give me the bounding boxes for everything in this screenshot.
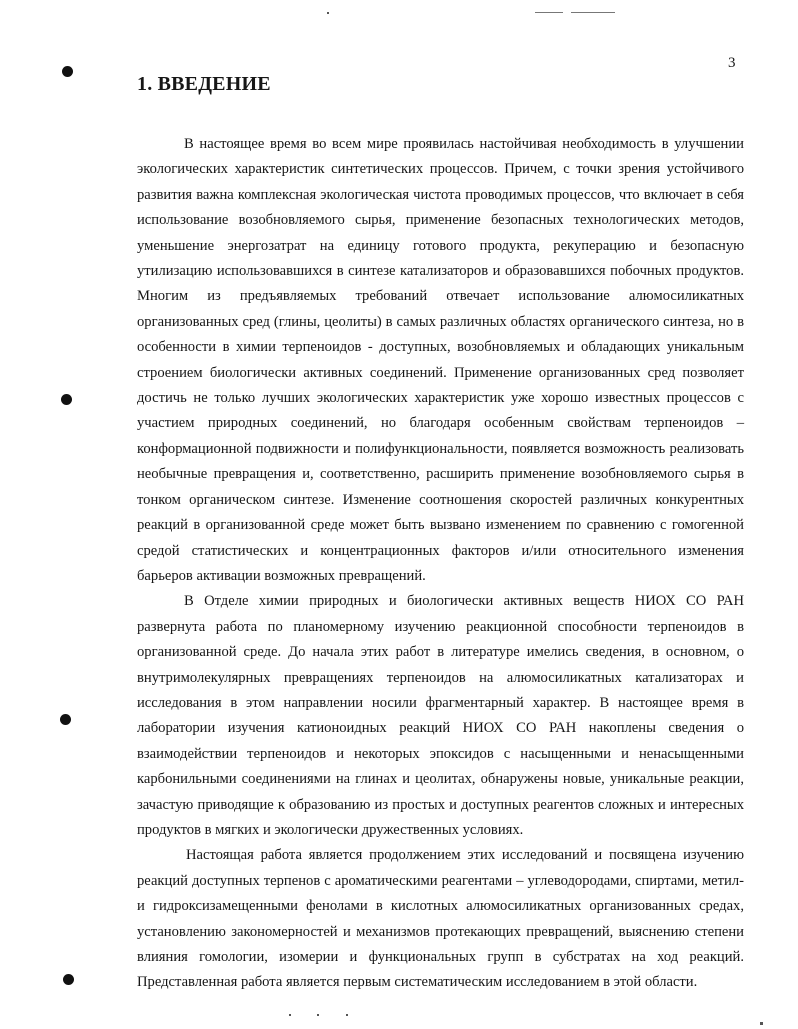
body-text <box>137 132 744 996</box>
scan-speck <box>317 1014 319 1016</box>
scan-speck <box>346 1014 348 1016</box>
punch-hole-mark <box>60 714 71 725</box>
punch-hole-mark <box>62 66 73 77</box>
scan-speck <box>289 1014 291 1016</box>
scan-speck <box>327 12 329 14</box>
punch-hole-mark <box>63 974 74 985</box>
section-heading: 1. ВВЕДЕНИЕ <box>137 73 271 95</box>
paragraph-2: В Отделе химии природных и биологически активных веществ НИОХ СО РАН развернута работа по планомерному изучению реакционной способности терпеноидов в организованной среде. До начала этих работ в литературе имелись сведения, в основном, о внутримолекулярных превращениях терпеноидов на алюмосиликатных катализаторах и исследования в этом направлении носили фрагментарный характер. В настоящее время в лаборатории изучения катионоидных реакций НИОХ СО РАН накоплены сведения о взаимодействии терпеноидов и некоторых эпоксидов с насыщенными и ненасыщенными карбонильными соединениями на глинах и цеолитах, обнаружены новые, уникальные реакции, зачастую приводящие к образованию из простых и доступных реагентов сложных и интересных продуктов в мягких и экологически дружественных условиях. <box>137 593 744 838</box>
scan-speck <box>760 1022 763 1025</box>
paragraph-3: Настоящая работа является продолжением этих исследований и посвящена изучению реакций доступных терпенов с ароматическими реагентами – углеводородами, спиртами, метил- и гидроксизамещенными фенолами в кислотных алюмосиликатных организованных средах, установлению закономерностей и механизмов протекающих превращений, выяснению степени влияния гомологии, изомерии и функциональных групп в субстратах на ход реакций. Представленная работа является первым систематическим исследованием в этой области. <box>137 847 744 991</box>
scan-edge-mark <box>535 12 563 13</box>
scan-edge-mark <box>571 12 615 13</box>
paragraph-1: В настоящее время во всем мире проявилась настойчивая необходимость в улучшении экологических характеристик синтетических процессов. Причем, с точки зрения устойчивого развития важна комплексная экологическая чистота проводимых процессов, что включает в себя использование возобновляемого сырья, применение безопасных технологических методов, уменьшение энергозатрат на единицу готового продукта, рекуперацию и безопасную утилизацию использовавшихся в синтезе катализаторов и образовавшихся побочных продуктов. Многим из предъявляемых требований отвечает использование алюмосиликатных организованных сред (глины, цеолиты) в самых различных областях органического синтеза, но в особенности в химии терпеноидов - доступных, возобновляемых и обладающих уникальным строением биологически активных соединений. Применение организованных сред позволяет достичь не только лучших экологических характеристик уже хорошо известных процессов с участием природных соединений, но благодаря особенным свойствам терпеноидов – конформационной подвижности и полифункциональности, появляется возможность реализовать необычные превращения и, соответственно, расширить применение возобновляемого сырья в тонком органическом синтезе. Изменение соотношения скоростей различных конкурентных реакций в организованной среде может быть вызвано изменением по сравнению с гомогенной средой статистических и концентрационных факторов и/или относительного изменения барьеров активации возможных превращений. <box>137 136 744 584</box>
punch-hole-mark <box>61 394 72 405</box>
page-number: 3 <box>728 55 736 71</box>
